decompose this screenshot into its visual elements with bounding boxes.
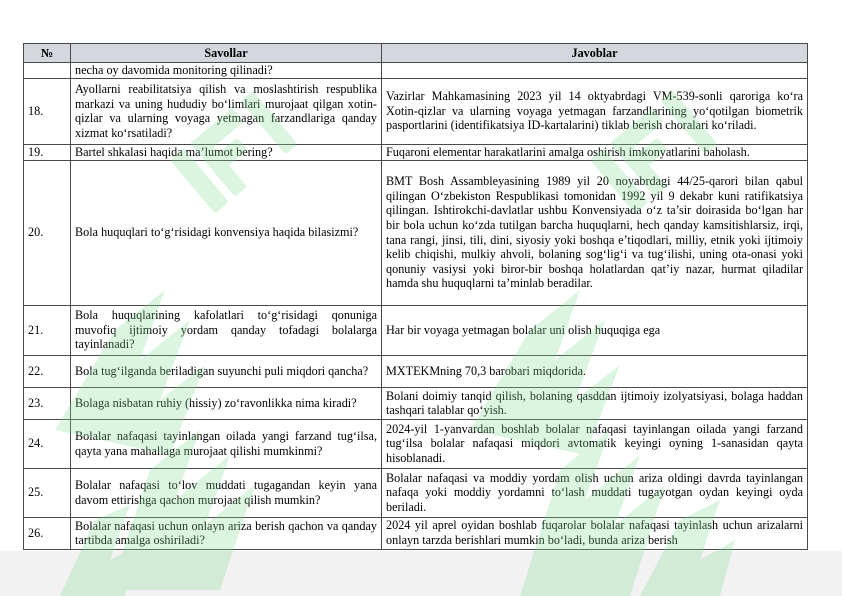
header-answers: Javoblar [382, 44, 808, 63]
row-number [24, 63, 71, 79]
table-row [24, 305, 808, 355]
table-row [24, 144, 808, 160]
question-cell: Bolalar nafaqasi to‘lov muddati tugagandan keyin yana davom ettirishga qachon murojaat qilish mumkin? [71, 468, 382, 517]
qa-table [23, 43, 808, 550]
page-bottom-margin [0, 551, 842, 596]
row-number: 23. [24, 387, 71, 419]
table-row [24, 387, 808, 419]
row-number: 22. [24, 355, 71, 387]
header-number: № [24, 44, 71, 63]
answer-cell: 2024-yil 1-yanvardan boshlab bolalar nafaqasi tayinlangan oilada yangi farzand tug‘ilsa bolalar nafaqasi miqdori avtomatik keyingi oyning 1-sanasidan qayta hisoblanadi. [382, 419, 808, 468]
answer-cell [382, 517, 808, 549]
question-cell: necha oy davomida monitoring qilinadi? [71, 63, 382, 79]
row-number: 18. [24, 78, 71, 144]
table-row [24, 517, 808, 549]
answer-cell: Bolalar nafaqasi va moddiy yordam olish uchun ariza oldingi davrda tayinlangan nafaqa yoki moddiy yordamni to‘lash muddati tugayotgan oydan keyingi oyda beriladi. [382, 468, 808, 517]
row-number: 19. [24, 144, 71, 160]
row-number: 20. [24, 160, 71, 305]
answer-cell [382, 63, 808, 79]
answer-cell: Har bir voyaga yetmagan bolalar uni olish huquqiga ega [382, 305, 808, 355]
question-cell: Bolalar nafaqasi uchun onlayn ariza berish qachon va qanday tartibda amalga oshiriladi? [71, 517, 382, 549]
question-cell: Bola huquqlari to‘g‘risidagi konvensiya haqida bilasizmi? [71, 160, 382, 305]
question-cell: Bolalar nafaqasi tayinlangan oilada yangi farzand tug‘ilsa, qayta yana mahallaga murojaat qilishi mumkinmi? [71, 419, 382, 468]
question-cell: Bartel shkalasi haqida ma’lumot bering? [71, 144, 382, 160]
row-number: 25. [24, 468, 71, 517]
answer-cell: Vazirlar Mahkamasining 2023 yil 14 oktyabrdagi VM-539-sonli qaroriga ko‘ra Xotin-qizlar va ularning voyaga yetmagan farzandlarining yo‘qotilgan biometrik pasportlarini (identifikatsiya ID-kartalarini) tiklab berish choralari ko‘riladi. [382, 78, 808, 144]
row-number: 26. [24, 517, 71, 549]
answer-cell: MXTEKMning 70,3 barobari miqdorida. [382, 355, 808, 387]
header-questions: Savollar [71, 44, 382, 63]
table-row [24, 160, 808, 305]
answer-cell: BMT Bosh Assambleyasining 1989 yil 20 noyabrdagi 44/25-qarori bilan qabul qilingan O‘zbekiston Respublikasi tomonidan 1992 yil 9 dekabr kuni ratifikatsiya qilingan. Ishtirokchi-davlatlar ushbu Konvensiyada o‘z ta’sir doirasida bo‘lgan har bir bola uchun ko‘zda tutilgan barcha huquqlarni, hech qanday kamsitishlarsiz, irqi, tana rangi, jinsi, tili, dini, siyosiy yoki boshqa e’tiqodlari, milliy, etnik yoki ijtimoiy kelib chiqishi, mulkiy ahvoli, bolaning sog‘lig‘i va tug‘ilishi, uning ota-onasi yoki qonuniy vasiysi yoki biror-bir boshqa holatlardan qat’iy nazar, hurmat qiladilar hamda shu huquqlarni ta’minlab beradilar. [382, 160, 808, 305]
row-number: 24. [24, 419, 71, 468]
answer-text-truncated: 2024 yil aprel oyidan boshlab fuqarolar bolalar nafaqasi tayinlash uchun arizalarni onlayn tarzda berishlari mumkin bo‘ladi, bunda ariza berish [386, 518, 803, 547]
table-row [24, 419, 808, 468]
row-number: 21. [24, 305, 71, 355]
answer-cell: Bolani doimiy tanqid qilish, bolaning qasddan ijtimoiy izolyatsiyasi, bolaga haddan tashqari talablar qo‘yish. [382, 387, 808, 419]
table-row [24, 78, 808, 144]
question-cell: Bolaga nisbatan ruhiy (hissiy) zo‘ravonlikka nima kiradi? [71, 387, 382, 419]
table-header-row [24, 44, 808, 63]
table-row [24, 355, 808, 387]
question-cell: Bola huquqlarining kafolatlari to‘g‘risidagi qonuniga muvofiq ijtimoiy yordam qanday tofadagi bolalarga tayinlanadi? [71, 305, 382, 355]
answer-cell: Fuqaroni elementar harakatlarini amalga oshirish imkonyatlarini baholash. [382, 144, 808, 160]
question-cell: Ayollarni reabilitatsiya qilish va moslashtirish respublika markazi va uning hududiy bo‘limlari murojaat qilgan xotin-qizlar va ularning voyaga yetmagan farzandlariga qanday xizmat ko‘rsatiladi? [71, 78, 382, 144]
table-row-continuation [24, 63, 808, 79]
question-cell: Bola tug‘ilganda beriladigan suyunchi puli miqdori qancha? [71, 355, 382, 387]
table-row [24, 468, 808, 517]
